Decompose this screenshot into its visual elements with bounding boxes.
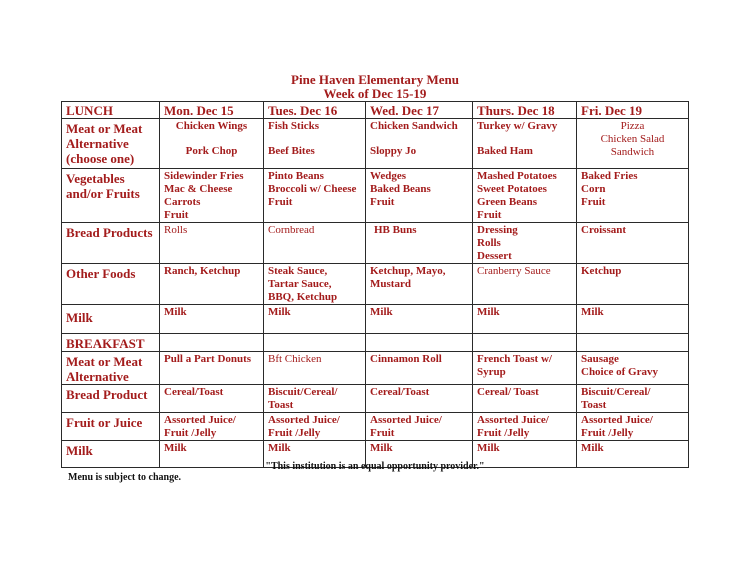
menu-item: Rolls: [164, 224, 188, 236]
menu-item: Baked Ham: [477, 145, 533, 157]
cell-tue: [264, 264, 366, 305]
menu-item: Cereal/Toast: [164, 386, 224, 398]
cell-empty: [264, 334, 366, 352]
cell-mon: [160, 264, 264, 305]
menu-item: Syrup: [477, 366, 506, 378]
breakfast-header: BREAKFAST: [62, 334, 160, 352]
cell-wed: [366, 413, 473, 441]
menu-item: Ketchup: [581, 265, 622, 277]
cell-thu: [473, 385, 577, 413]
menu-item: Mac & Cheese: [164, 183, 233, 195]
lunch-veg-row: [62, 169, 689, 223]
cell-thu: [473, 223, 577, 264]
cell-empty: [160, 334, 264, 352]
menu-item: Fruit: [581, 196, 606, 208]
menu-item: Sausage: [581, 353, 619, 365]
cell-wed: Milk: [366, 441, 473, 468]
menu-item: Chicken Wings: [175, 120, 248, 132]
cell-tue: Milk: [264, 305, 366, 334]
cell-mon: Milk: [160, 441, 264, 468]
week-title: Week of Dec 15-19: [323, 86, 427, 101]
menu-item: Cereal/Toast: [370, 386, 430, 398]
menu-item: Tartar Sauce,: [268, 278, 332, 290]
cell-fri: Milk: [577, 441, 689, 468]
menu-item: Ranch, Ketchup: [164, 265, 241, 277]
menu-item: Assorted Juice/: [164, 414, 236, 426]
menu-item: Assorted Juice/: [477, 414, 549, 426]
menu-item: Turkey w/ Gravy: [477, 120, 558, 132]
menu-item: Sandwich: [610, 146, 655, 158]
menu-item: Fruit /Jelly: [268, 427, 321, 439]
cell-wed: [366, 223, 473, 264]
header-row: [62, 102, 689, 119]
row-label: Other Foods: [62, 264, 160, 305]
cell-wed: [366, 264, 473, 305]
cell-wed: [366, 385, 473, 413]
row-label: Meat or Meat Alternative: [62, 352, 160, 385]
lunch-header: LUNCH: [62, 102, 160, 119]
cell-thu: Milk: [473, 441, 577, 468]
cell-mon: [160, 352, 264, 385]
menu-item: Biscuit/Cereal/: [268, 386, 338, 398]
menu-item: French Toast w/: [477, 353, 552, 365]
menu-item: Broccoli w/ Cheese: [268, 183, 357, 195]
cell-tue: Milk: [264, 441, 366, 468]
breakfast-fruit-row: [62, 413, 689, 441]
menu-item: Bft Chicken: [268, 353, 322, 365]
menu-item: Fruit: [164, 209, 189, 221]
cell-tue: [264, 413, 366, 441]
menu-item: Beef Bites: [268, 145, 315, 157]
day-header-wed: Wed. Dec 17: [366, 102, 473, 119]
cell-fri: [577, 385, 689, 413]
menu-item: Carrots: [164, 196, 201, 208]
lunch-milk-row: [62, 305, 689, 334]
menu-item: Pull a Part Donuts: [164, 353, 252, 365]
menu-item: Assorted Juice/: [581, 414, 653, 426]
menu-item: Fruit: [370, 196, 395, 208]
cell-wed: [366, 169, 473, 223]
row-label: Vegetables and/or Fruits: [62, 169, 160, 223]
menu-item: Assorted Juice/: [370, 414, 442, 426]
menu-item: Toast: [268, 399, 294, 411]
menu-item: Fish Sticks: [268, 120, 320, 132]
menu-item: Sweet Potatoes: [477, 183, 547, 195]
menu-item: Fruit /Jelly: [164, 427, 217, 439]
menu-item: Baked Beans: [370, 183, 431, 195]
menu-item: Fruit /Jelly: [581, 427, 634, 439]
school-menu-title: Pine Haven Elementary Menu: [291, 72, 459, 87]
menu-item: Biscuit/Cereal/: [581, 386, 651, 398]
day-header-thu: Thurs. Dec 18: [473, 102, 577, 119]
menu-item: Baked Fries: [581, 170, 638, 182]
menu-item: Sidewinder Fries: [164, 170, 244, 182]
cell-fri: [577, 169, 689, 223]
row-label: Meat or Meat Alternative (choose one): [62, 119, 160, 169]
cell-mon: [160, 119, 264, 169]
cell-fri: [577, 352, 689, 385]
day-header-fri: Fri. Dec 19: [577, 102, 689, 119]
menu-item: Pinto Beans: [268, 170, 324, 182]
cell-thu: [473, 169, 577, 223]
menu-item: Dressing: [477, 224, 518, 236]
cell-empty: [366, 334, 473, 352]
cell-fri: Milk: [577, 305, 689, 334]
cell-tue: [264, 223, 366, 264]
cell-fri: [577, 413, 689, 441]
cell-tue: [264, 385, 366, 413]
cell-thu: [473, 264, 577, 305]
cell-empty: [577, 334, 689, 352]
lunch-meat-row: [62, 119, 689, 169]
menu-item: Ketchup, Mayo,: [370, 265, 446, 277]
menu-table: [61, 101, 689, 468]
menu-item: Fruit: [370, 427, 395, 439]
cell-tue: [264, 119, 366, 169]
cell-thu: Milk: [473, 305, 577, 334]
menu-item: Choice of Gravy: [581, 366, 658, 378]
menu-title: [0, 73, 750, 101]
menu-item: Pork Chop: [185, 145, 238, 157]
menu-item: Fruit /Jelly: [477, 427, 530, 439]
menu-item: Rolls: [477, 237, 501, 249]
menu-item: Green Beans: [477, 196, 537, 208]
cell-mon: Milk: [160, 305, 264, 334]
menu-item: Fruit: [477, 209, 502, 221]
row-label: Milk: [62, 305, 160, 334]
row-label: Milk: [62, 441, 160, 468]
menu-item: Cornbread: [268, 224, 315, 236]
cell-wed: [366, 119, 473, 169]
cell-thu: [473, 119, 577, 169]
cell-thu: [473, 352, 577, 385]
menu-item: Dessert: [477, 250, 512, 262]
breakfast-meat-row: [62, 352, 689, 385]
menu-item: Corn: [581, 183, 606, 195]
row-label: Bread Product: [62, 385, 160, 413]
cell-thu: [473, 413, 577, 441]
cell-tue: [264, 352, 366, 385]
menu-item: Assorted Juice/: [268, 414, 340, 426]
cell-empty: [473, 334, 577, 352]
subject-to-change-note: Menu is subject to change.: [68, 472, 182, 483]
cell-wed: [366, 352, 473, 385]
menu-item: Toast: [581, 399, 607, 411]
menu-item: BBQ, Ketchup: [268, 291, 338, 303]
menu-item: Cranberry Sauce: [477, 265, 551, 277]
menu-item: Cereal/ Toast: [477, 386, 539, 398]
menu-item: Chicken Salad: [600, 133, 665, 145]
menu-item: Croissant: [581, 224, 627, 236]
cell-mon: [160, 385, 264, 413]
menu-item: Mustard: [370, 278, 411, 290]
menu-item: Chicken Sandwich: [370, 120, 458, 132]
cell-fri: [577, 119, 689, 169]
cell-mon: [160, 413, 264, 441]
menu-item: HB Buns: [374, 224, 417, 236]
menu-item: Steak Sauce,: [268, 265, 328, 277]
lunch-bread-row: [62, 223, 689, 264]
cell-mon: [160, 223, 264, 264]
lunch-other-row: [62, 264, 689, 305]
cell-fri: [577, 223, 689, 264]
day-header-tue: Tues. Dec 16: [264, 102, 366, 119]
menu-item: Mashed Potatoes: [477, 170, 557, 182]
menu-item: Wedges: [370, 170, 407, 182]
breakfast-bread-row: [62, 385, 689, 413]
menu-item: Fruit: [268, 196, 293, 208]
breakfast-header-row: [62, 334, 689, 352]
menu-item: Sloppy Jo: [370, 145, 417, 157]
row-label: Bread Products: [62, 223, 160, 264]
cell-tue: [264, 169, 366, 223]
menu-item: Pizza: [620, 120, 645, 132]
cell-mon: [160, 169, 264, 223]
equal-opportunity-statement: "This institution is an equal opportunity provider.": [265, 461, 485, 472]
cell-wed: Milk: [366, 305, 473, 334]
row-label: Fruit or Juice: [62, 413, 160, 441]
menu-item: Cinnamon Roll: [370, 353, 442, 365]
day-header-mon: Mon. Dec 15: [160, 102, 264, 119]
cell-fri: [577, 264, 689, 305]
